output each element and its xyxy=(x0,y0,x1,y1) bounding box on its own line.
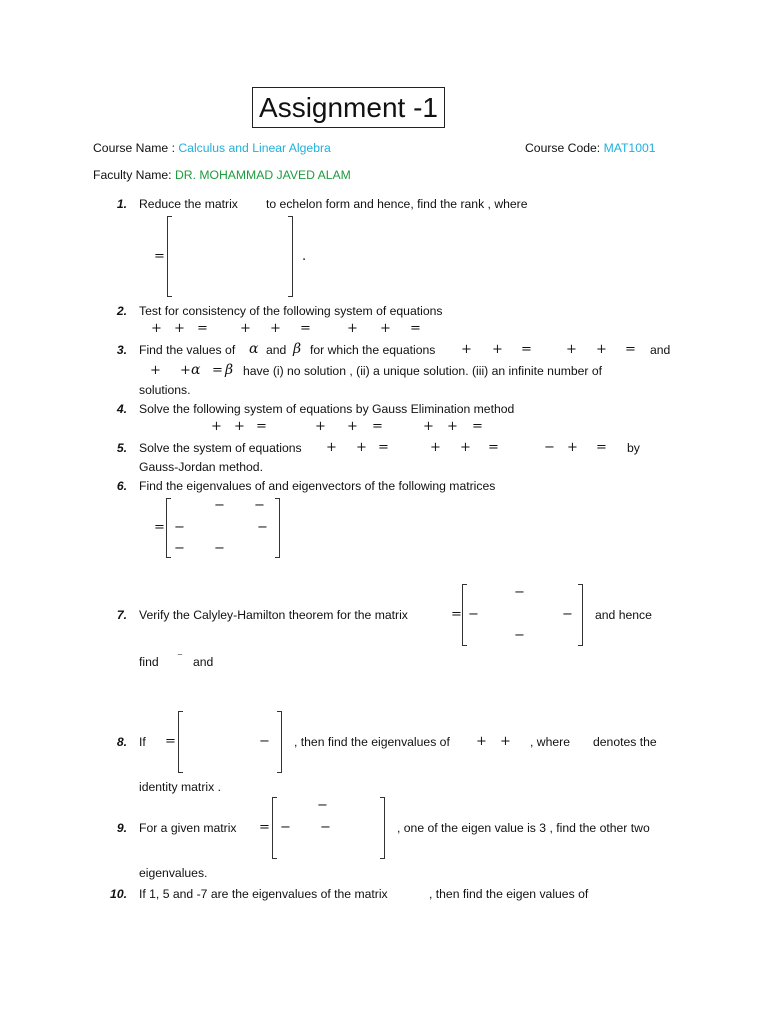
minus-sign: − xyxy=(317,798,328,813)
equals-sign: = xyxy=(410,321,421,336)
equals-sign: = xyxy=(165,734,176,749)
plus-sign: + xyxy=(461,342,472,357)
minus-sign: − xyxy=(562,607,573,622)
equals-sign: = xyxy=(259,820,270,835)
question-text: and hence xyxy=(595,608,652,622)
matrix-left-bracket xyxy=(462,584,467,646)
equals-sign: = xyxy=(154,520,165,535)
equals-sign: = xyxy=(300,321,311,336)
plus-sign: + xyxy=(240,321,251,336)
course-code-label: Course Code: xyxy=(525,141,601,155)
question-number: 7. xyxy=(116,608,127,622)
plus-sign: + xyxy=(174,321,185,336)
plus-sign: + xyxy=(380,321,391,336)
minus-sign: − xyxy=(174,520,185,535)
minus-sign: − xyxy=(280,820,291,835)
minus-sign: − xyxy=(468,607,479,622)
question-text: Reduce the matrix xyxy=(139,197,238,211)
equals-sign: = xyxy=(256,419,267,434)
question-text: If xyxy=(139,735,146,749)
course-code xyxy=(525,141,656,155)
plus-sign: + xyxy=(476,734,487,749)
plus-sign: + xyxy=(347,419,358,434)
question-text: have (i) no solution , (ii) a unique solution. (iii) an infinite number of xyxy=(243,364,603,378)
question-text: , then find the eigen values of xyxy=(429,887,589,901)
matrix-left-bracket xyxy=(178,711,183,773)
minus-sign: − xyxy=(544,440,555,455)
course-name xyxy=(93,141,331,155)
minus-sign: − xyxy=(214,541,225,556)
matrix-right-bracket xyxy=(275,498,280,558)
question-text: Solve the system of equations xyxy=(139,441,302,455)
beta-symbol: β xyxy=(293,341,302,357)
question-number: 9. xyxy=(116,821,127,835)
plus-sign: + xyxy=(180,363,191,378)
plus-sign: + xyxy=(270,321,281,336)
alpha-symbol: α xyxy=(191,362,201,378)
question-text: Test for consistency of the following system of equations xyxy=(139,304,443,318)
course-name-value: Calculus and Linear Algebra xyxy=(178,141,331,155)
plus-sign: + xyxy=(150,363,161,378)
matrix-right-bracket xyxy=(288,216,293,297)
period: . xyxy=(302,249,307,264)
question-text: eigenvalues. xyxy=(139,866,208,880)
equals-sign: = xyxy=(378,440,389,455)
plus-sign: + xyxy=(315,419,326,434)
faculty-label: Faculty Name: xyxy=(93,168,172,182)
question-number: 8. xyxy=(116,735,127,749)
question-text: If 1, 5 and -7 are the eigenvalues of the matrix xyxy=(139,887,388,901)
question-text: denotes the xyxy=(593,735,657,749)
question-text: find xyxy=(139,655,159,669)
equals-sign: = xyxy=(521,342,532,357)
question-number: 4. xyxy=(116,402,127,416)
minus-sign: − xyxy=(254,498,265,513)
question-text: Gauss-Jordan method. xyxy=(139,460,263,474)
beta-symbol: β xyxy=(225,362,234,378)
equals-sign: = xyxy=(451,607,462,622)
question-number: 1. xyxy=(116,197,127,211)
plus-sign: + xyxy=(492,342,503,357)
question-text: Find the values of xyxy=(139,343,236,357)
question-text: Find the eigenvalues of and eigenvectors of the following matrices xyxy=(139,479,496,493)
minus-sign: − xyxy=(320,820,331,835)
minus-sign: − xyxy=(257,520,268,535)
question-text: Verify the Calyley-Hamilton theorem for the matrix xyxy=(139,608,408,622)
plus-sign: + xyxy=(234,419,245,434)
minus-sign: − xyxy=(514,628,525,643)
equals-sign: = xyxy=(625,342,636,357)
matrix-right-bracket xyxy=(380,797,385,859)
superscript-minus: ⁻ xyxy=(177,650,183,663)
plus-sign: + xyxy=(460,440,471,455)
question-text: for which the equations xyxy=(310,343,436,357)
plus-sign: + xyxy=(596,342,607,357)
plus-sign: + xyxy=(151,321,162,336)
minus-sign: − xyxy=(259,734,270,749)
alpha-symbol: α xyxy=(249,341,259,357)
course-code-value: MAT1001 xyxy=(603,141,656,155)
equals-sign: = xyxy=(596,440,607,455)
question-text: and xyxy=(193,655,214,669)
question-text: and xyxy=(266,343,287,357)
matrix-right-bracket xyxy=(277,711,282,773)
plus-sign: + xyxy=(326,440,337,455)
faculty-value: DR. MOHAMMAD JAVED ALAM xyxy=(174,168,351,182)
question-number: 5. xyxy=(116,441,127,455)
question-text: , then find the eigenvalues of xyxy=(294,735,450,749)
plus-sign: + xyxy=(447,419,458,434)
question-text: solutions. xyxy=(139,383,191,397)
page-title: Assignment -1 xyxy=(252,87,445,128)
plus-sign: + xyxy=(566,342,577,357)
matrix-left-bracket xyxy=(167,216,172,297)
equals-sign: = xyxy=(472,419,483,434)
plus-sign: + xyxy=(500,734,511,749)
question-text: and xyxy=(650,343,671,357)
matrix-left-bracket xyxy=(166,498,171,558)
question-number: 2. xyxy=(116,304,127,318)
plus-sign: + xyxy=(567,440,578,455)
equals-sign: = xyxy=(212,363,223,378)
question-number: 10. xyxy=(110,887,127,901)
question-text: Solve the following system of equations by Gauss Elimination method xyxy=(139,402,515,416)
question-number: 3. xyxy=(116,343,127,357)
minus-sign: − xyxy=(174,541,185,556)
question-text: by xyxy=(627,441,640,455)
question-text: identity matrix . xyxy=(139,780,221,794)
equals-sign: = xyxy=(488,440,499,455)
question-number: 6. xyxy=(116,479,127,493)
plus-sign: + xyxy=(211,419,222,434)
question-text: For a given matrix xyxy=(139,821,237,835)
equals-sign: = xyxy=(197,321,208,336)
question-text: , where xyxy=(530,735,570,749)
equals-sign: = xyxy=(372,419,383,434)
faculty-name xyxy=(93,168,351,182)
plus-sign: + xyxy=(423,419,434,434)
question-text: , one of the eigen value is 3 , find the other two xyxy=(397,821,650,835)
plus-sign: + xyxy=(347,321,358,336)
question-text: to echelon form and hence, find the rank , where xyxy=(266,197,528,211)
plus-sign: + xyxy=(430,440,441,455)
minus-sign: − xyxy=(214,498,225,513)
equals-sign: = xyxy=(154,249,165,264)
course-name-label: Course Name : xyxy=(93,141,175,155)
matrix-left-bracket xyxy=(272,797,277,859)
minus-sign: − xyxy=(514,585,525,600)
plus-sign: + xyxy=(356,440,367,455)
matrix-right-bracket xyxy=(578,584,583,646)
